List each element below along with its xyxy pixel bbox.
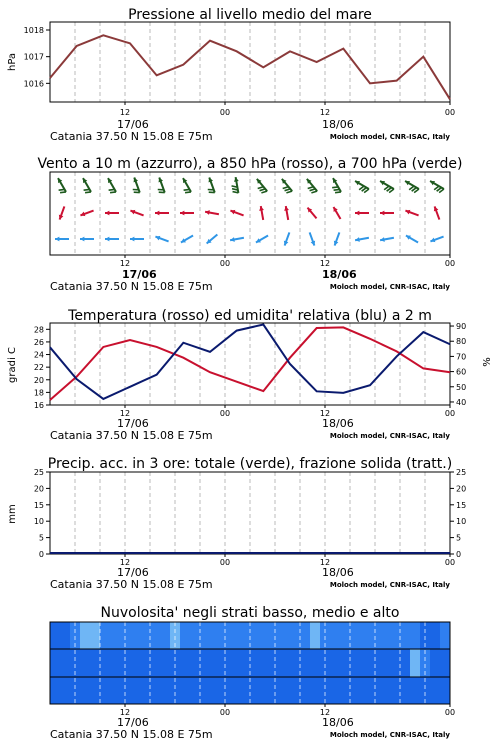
cloud-cell (410, 677, 421, 704)
cloud-cell (330, 649, 341, 677)
cloud-cell (230, 649, 241, 677)
cloud-cell (200, 622, 211, 649)
x-tick-label: 12 (119, 708, 131, 717)
cloud-cell (290, 649, 301, 677)
x-tick-label: 00 (444, 409, 456, 418)
cloud-cell (160, 622, 171, 649)
day-label-2: 18/06 (322, 118, 354, 131)
wind-barb (110, 192, 116, 193)
cloud-cell (290, 622, 301, 649)
y-tick-label: 18 (33, 388, 44, 398)
cloud-cell (250, 649, 261, 677)
x-tick-label: 12 (119, 558, 131, 567)
y-tick-label: 0 (38, 550, 44, 559)
pressure-frame (50, 22, 450, 102)
day-label-1: 17/06 (117, 118, 149, 131)
wind-barb (84, 189, 90, 190)
cloud-cell (340, 677, 351, 704)
cloud-cell (390, 677, 401, 704)
cloud-cell (230, 677, 241, 704)
pressure-panel (7, 7, 455, 143)
humidity-ylabel: % (482, 357, 493, 367)
cloud-cell (180, 677, 191, 704)
x-tick-label: 00 (219, 259, 231, 268)
cloud-cell (390, 649, 401, 677)
cloud-cell (360, 649, 371, 677)
cloud-cell (80, 649, 91, 677)
source-label: Moloch model, CNR-ISAC, Italy (329, 283, 450, 291)
wind-arrow-head (55, 237, 59, 242)
y-tick-label-right: 70 (456, 352, 467, 362)
cloud-cell (240, 622, 251, 649)
cloud-cell (410, 622, 421, 649)
cloud-cell (180, 649, 191, 677)
cloud-cell (280, 677, 291, 704)
source-label: Moloch model, CNR-ISAC, Italy (329, 581, 450, 589)
cloud-cell (60, 677, 71, 704)
x-tick-label: 12 (119, 108, 131, 117)
day-label-1: 17/06 (117, 716, 149, 729)
cloud-cell (260, 649, 271, 677)
cloud-cell (380, 622, 391, 649)
wind-barb (334, 189, 340, 190)
temperature-title: Temperatura (rosso) ed umidita' relativa (blu) a 2 m (68, 308, 432, 324)
x-tick-label: 00 (219, 558, 231, 567)
day-label-2: 18/06 (322, 716, 354, 729)
day-label-1: 17/06 (117, 566, 149, 579)
precip-title: Precip. acc. in 3 ore: totale (verde), frazione solida (tratt.) (47, 456, 453, 472)
clouds-title: Nuvolosita' negli strati basso, medio e alto (100, 605, 400, 621)
cloud-cell (250, 622, 261, 649)
cloud-cell (430, 677, 441, 704)
cloud-cell (90, 622, 101, 649)
precip-ylabel: mm (7, 504, 18, 524)
cloud-cell (200, 677, 211, 704)
precip-frame (50, 472, 450, 554)
cloud-cell (380, 677, 391, 704)
cloud-cell (240, 649, 251, 677)
cloud-cell (190, 677, 201, 704)
wind-arrow-head (105, 237, 109, 242)
cloud-cell (150, 649, 161, 677)
cloud-cell (440, 677, 451, 704)
precip-panel (7, 456, 466, 591)
source-label: Moloch model, CNR-ISAC, Italy (329, 133, 450, 141)
cloud-cell (90, 677, 101, 704)
cloud-cell (350, 677, 361, 704)
cloud-cell (330, 677, 341, 704)
cloud-cell (180, 622, 191, 649)
x-tick-label: 12 (319, 108, 331, 117)
cloud-cell (280, 622, 291, 649)
y-tick-label-right: 15 (456, 500, 467, 510)
cloud-cell (330, 622, 341, 649)
pressure-title: Pressione al livello medio del mare (128, 7, 372, 23)
wind-barb (286, 191, 292, 193)
cloud-cell (50, 649, 61, 677)
x-tick-label: 12 (319, 708, 331, 717)
cloud-cell (430, 622, 441, 649)
location-label: Catania 37.50 N 15.08 E 75m (50, 130, 213, 143)
cloud-cell (210, 622, 221, 649)
wind-arrow-head (130, 237, 134, 242)
cloud-cell (400, 649, 411, 677)
y-tick-label-right: 25 (456, 468, 467, 477)
cloud-cell (360, 622, 371, 649)
day-label-2: 18/06 (322, 566, 354, 579)
cloud-cell (110, 649, 121, 677)
cloud-cell (100, 622, 111, 649)
cloud-cell (300, 649, 311, 677)
x-tick-label: 00 (219, 108, 231, 117)
cloud-cell (160, 677, 171, 704)
wind-barb (283, 187, 289, 189)
cloud-cell (260, 677, 271, 704)
cloud-cell (100, 649, 111, 677)
y-tick-label-right: 5 (456, 533, 462, 543)
y-tick-label: 24 (33, 350, 44, 360)
x-tick-label: 00 (219, 409, 231, 418)
cloud-cell (250, 677, 261, 704)
wind-barb (335, 192, 341, 193)
y-tick-label: 1018 (23, 26, 44, 35)
wind-arrow-head (80, 237, 84, 242)
cloud-cell (300, 677, 311, 704)
y-tick-label: 1016 (23, 79, 44, 89)
pressure-ylabel: hPa (7, 52, 18, 72)
cloud-cell (160, 649, 171, 677)
cloud-cell (350, 622, 361, 649)
cloud-cell (400, 622, 411, 649)
wind-barb (332, 187, 338, 188)
wind-barb (260, 189, 266, 191)
cloud-cell (190, 622, 201, 649)
wind-arrow-head (355, 211, 359, 216)
day-label-2: 18/06 (322, 417, 354, 430)
wind-title: Vento a 10 m (azzurro), a 850 hPa (rosso), a 700 hPa (verde) (37, 156, 463, 172)
cloud-cell (80, 677, 91, 704)
cloud-cell (360, 677, 371, 704)
cloud-cell (130, 622, 141, 649)
wind-barb (59, 189, 65, 190)
y-tick-label-right: 80 (456, 337, 467, 347)
x-tick-label: 00 (444, 108, 456, 117)
y-tick-label: 10 (33, 517, 44, 527)
wind-barb (308, 187, 314, 189)
y-tick-label: 15 (33, 500, 44, 510)
wind-barb (60, 192, 66, 193)
cloud-cell (50, 622, 61, 649)
y-tick-label-right: 40 (456, 397, 467, 407)
location-label: Catania 37.50 N 15.08 E 75m (50, 728, 213, 741)
wind-barb (310, 189, 316, 191)
cloud-cell (340, 622, 351, 649)
y-tick-label-right: 90 (456, 322, 467, 332)
cloud-cell (440, 649, 451, 677)
temperature-panel (7, 308, 493, 442)
clouds-panel (50, 605, 455, 741)
cloud-cell (230, 622, 241, 649)
x-tick-label: 12 (319, 409, 331, 418)
cloud-cell (60, 622, 71, 649)
day-label-1: 17/06 (117, 417, 149, 430)
cloud-cell (410, 649, 421, 677)
wind-arrow-head (155, 211, 159, 216)
cloud-cell (390, 622, 401, 649)
y-tick-label-right: 10 (456, 517, 467, 527)
day-label-2: 18/06 (322, 268, 357, 281)
x-tick-label: 12 (119, 409, 131, 418)
cloud-cell (400, 677, 411, 704)
cloud-cell (90, 649, 101, 677)
wind-panel (37, 156, 462, 293)
wind-barb (109, 189, 115, 190)
cloud-cell (240, 677, 251, 704)
wind-barb (85, 192, 91, 193)
cloud-cell (200, 649, 211, 677)
wind-barb (311, 191, 317, 193)
location-label: Catania 37.50 N 15.08 E 75m (50, 280, 213, 293)
y-tick-label-right: 0 (456, 550, 462, 559)
x-tick-label: 00 (444, 558, 456, 567)
wind-barb (258, 187, 264, 189)
wind-barb (261, 191, 267, 193)
x-tick-label: 00 (444, 259, 456, 268)
source-label: Moloch model, CNR-ISAC, Italy (329, 731, 450, 739)
cloud-cell (150, 622, 161, 649)
cloud-cell (430, 649, 441, 677)
wind-arrow-head (380, 211, 384, 216)
x-tick-label: 12 (319, 558, 331, 567)
cloud-cell (350, 649, 361, 677)
location-label: Catania 37.50 N 15.08 E 75m (50, 429, 213, 442)
source-label: Moloch model, CNR-ISAC, Italy (329, 432, 450, 440)
cloud-cell (100, 677, 111, 704)
cloud-cell (310, 677, 321, 704)
wind-arrow-head (105, 211, 109, 216)
cloud-cell (80, 622, 91, 649)
y-tick-label: 16 (33, 401, 44, 410)
wind-arrow-head (180, 211, 184, 216)
cloud-cell (140, 677, 151, 704)
cloud-cell (210, 649, 221, 677)
temperature-ylabel: gradi C (7, 347, 18, 383)
day-label-1: 17/06 (122, 268, 157, 281)
cloud-cell (310, 649, 321, 677)
y-tick-label-right: 50 (456, 382, 467, 392)
cloud-cell (150, 677, 161, 704)
cloud-cell (140, 649, 151, 677)
y-tick-label-right: 60 (456, 367, 467, 377)
x-tick-label: 00 (444, 708, 456, 717)
y-tick-label: 25 (33, 468, 44, 477)
cloud-cell (140, 622, 151, 649)
cloud-cell (110, 622, 121, 649)
cloud-cell (130, 677, 141, 704)
y-tick-label: 26 (33, 337, 44, 347)
wind-barb (184, 189, 190, 190)
cloud-cell (280, 649, 291, 677)
cloud-cell (60, 649, 71, 677)
y-tick-label: 20 (33, 375, 44, 385)
y-tick-label-right: 20 (456, 484, 467, 494)
cloud-cell (110, 677, 121, 704)
y-tick-label: 20 (33, 484, 44, 494)
y-tick-label: 1017 (23, 52, 44, 62)
wind-barb (285, 189, 291, 191)
cloud-cell (340, 649, 351, 677)
x-tick-label: 00 (219, 708, 231, 717)
cloud-cell (290, 677, 301, 704)
cloud-cell (130, 649, 141, 677)
y-tick-label: 5 (38, 533, 44, 543)
cloud-cell (50, 677, 61, 704)
cloud-cell (210, 677, 221, 704)
x-tick-label: 12 (319, 259, 331, 268)
wind-barb (185, 192, 191, 193)
cloud-cell (310, 622, 321, 649)
cloud-cell (380, 649, 391, 677)
x-tick-label: 12 (119, 259, 131, 268)
location-label: Catania 37.50 N 15.08 E 75m (50, 578, 213, 591)
cloud-cell (190, 649, 201, 677)
y-tick-label: 28 (33, 325, 44, 335)
cloud-cell (300, 622, 311, 649)
y-tick-label: 22 (33, 363, 44, 373)
cloud-cell (440, 622, 451, 649)
cloud-cell (260, 622, 271, 649)
